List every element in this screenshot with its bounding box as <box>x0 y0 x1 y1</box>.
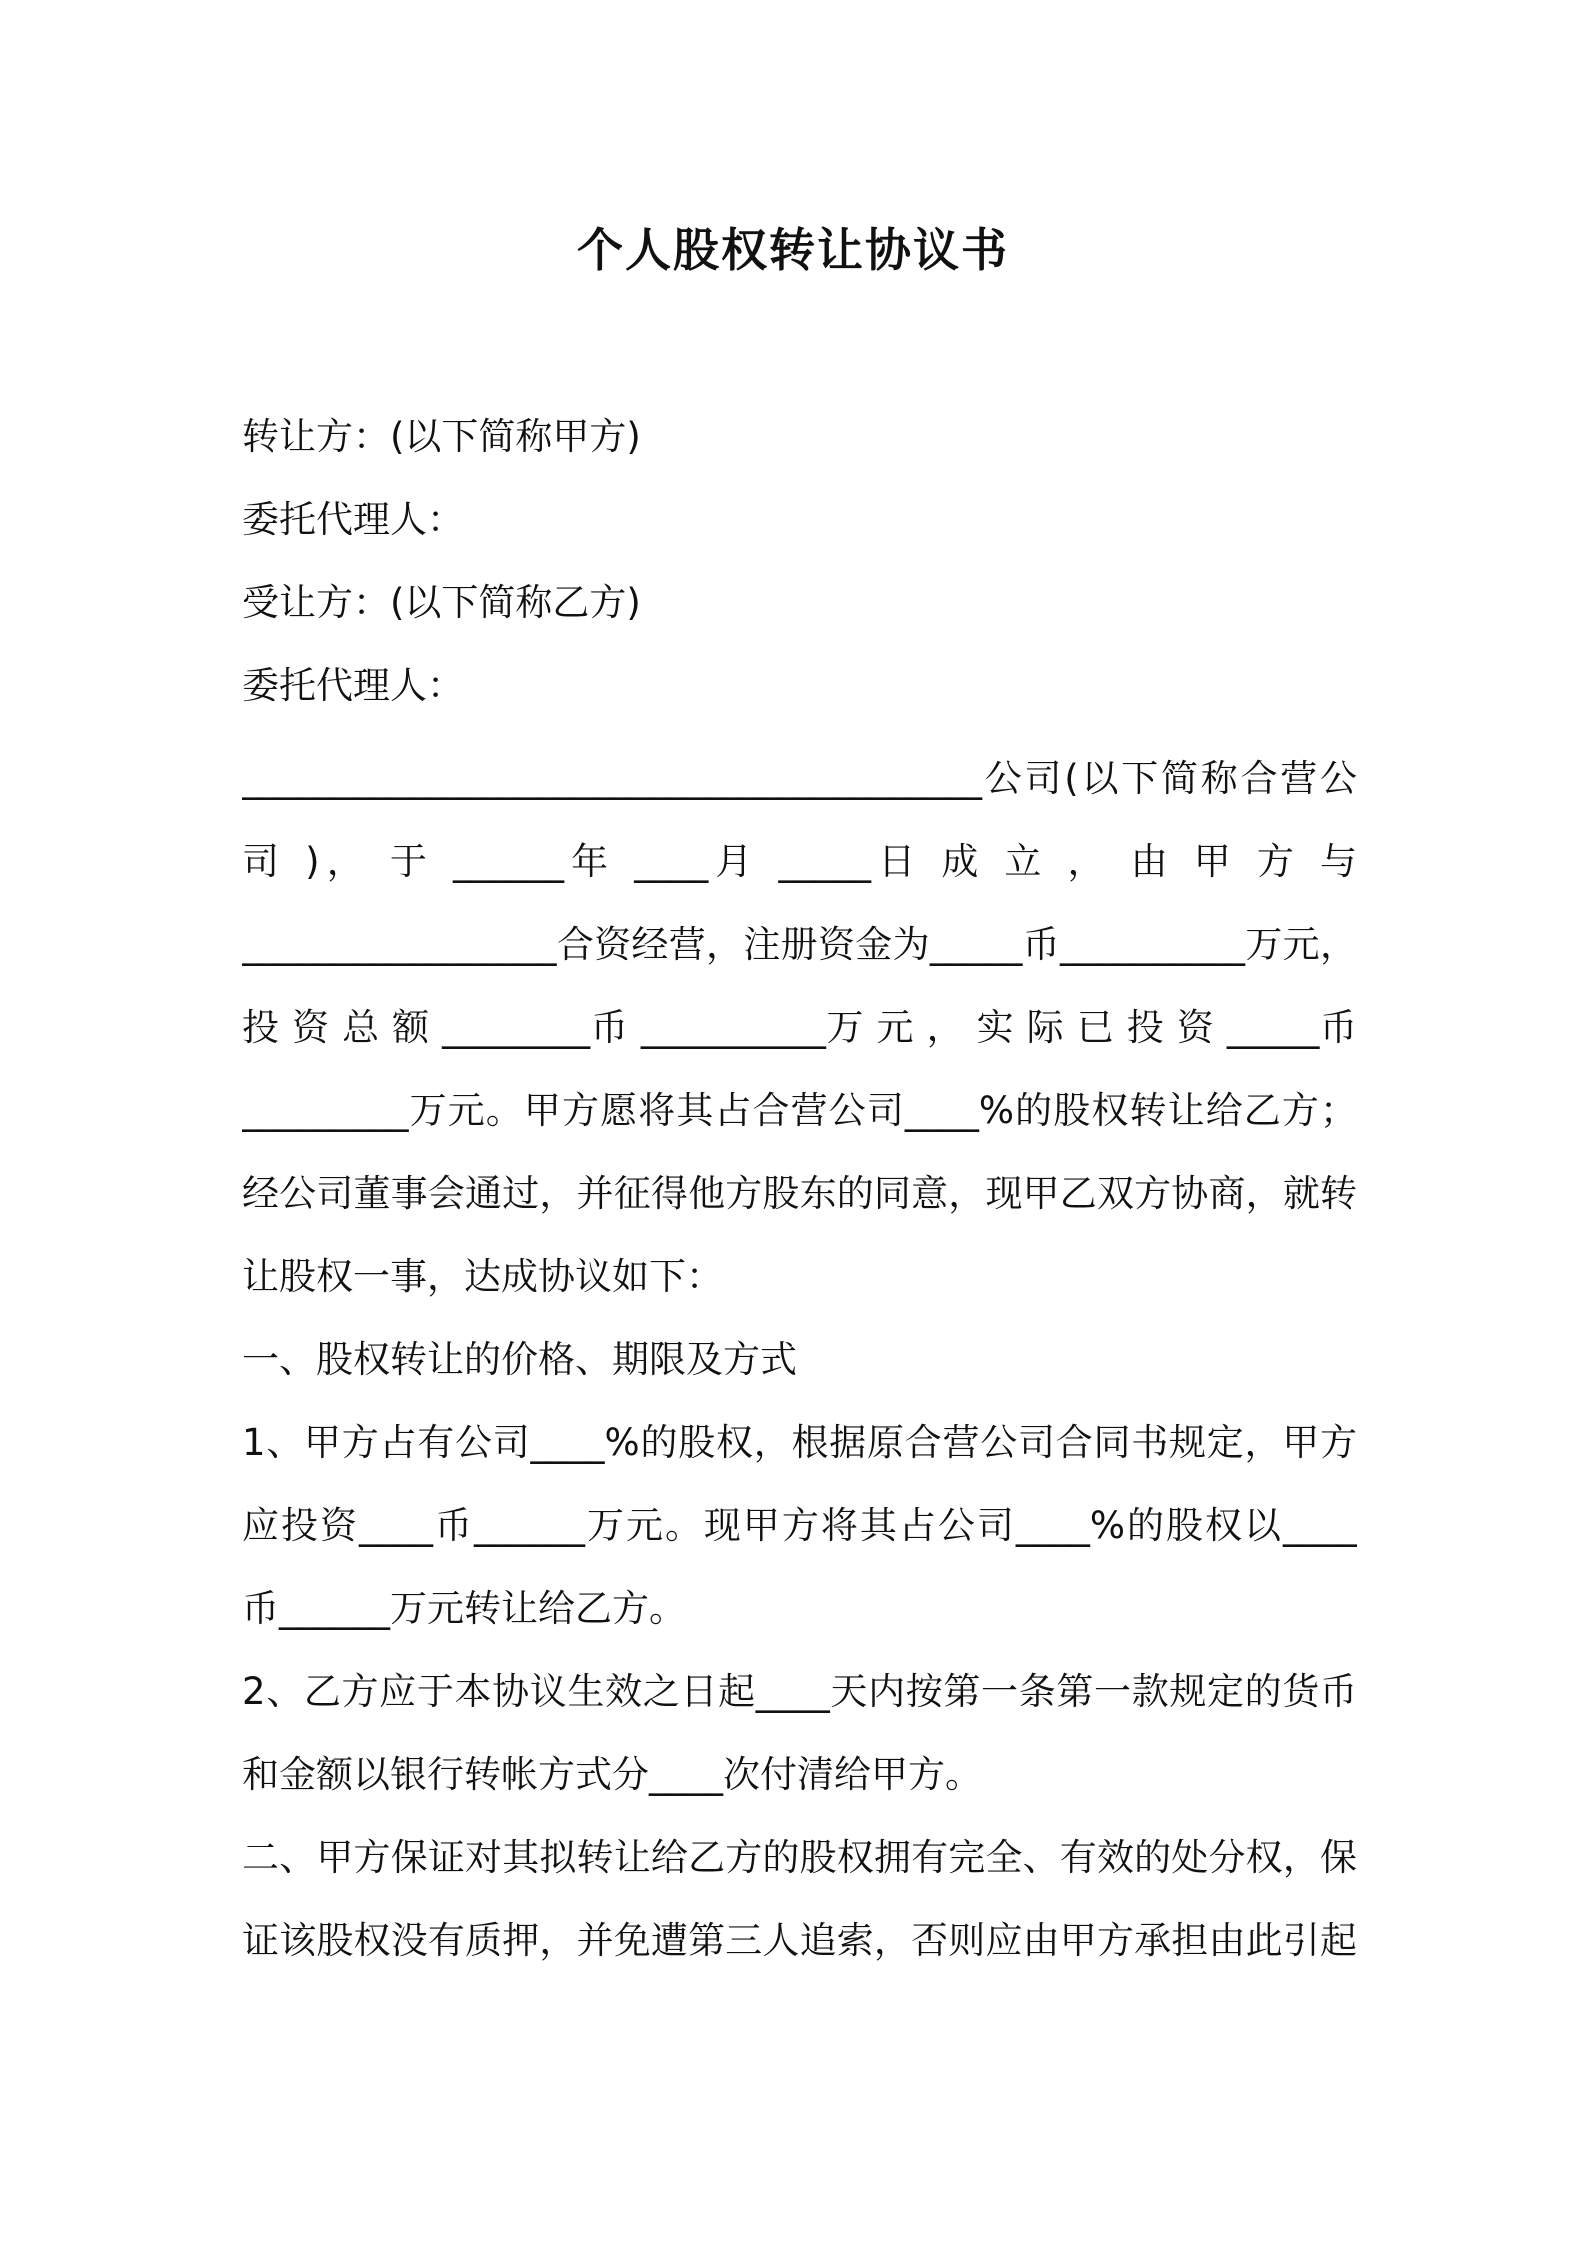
line-transferee-agent: 委托代理人： <box>242 664 464 707</box>
section-heading-1: 一、股权转让的价格、期限及方式 <box>242 1338 797 1381</box>
document-title: 个人股权转让协议书 <box>577 223 1009 277</box>
paragraph-line: _________________合资经营，注册资金为_____币__________万元， <box>242 923 1357 966</box>
line-transferee: 受让方：(以下简称乙方) <box>242 581 641 624</box>
paragraph-line: _________万元。甲方愿将其占合营公司____%的股权转让给乙方； <box>242 1089 1357 1132</box>
clause-line: 和金额以银行转帐方式分____次付清给甲方。 <box>242 1753 982 1796</box>
line-transferor-agent: 委托代理人： <box>242 498 464 541</box>
paragraph-line: 司 )， 于 ______年 ____月 _____日 成 立 ， 由 甲 方 与 <box>242 840 1357 883</box>
clause-line: 币______万元转让给乙方。 <box>242 1587 686 1630</box>
paragraph-line: 投 资 总 额 ________币 __________万 元 ， 实 际 已 投 资 _____币 <box>242 1006 1357 1049</box>
clause-line: 应投资____币______万元。现甲方将其占公司____%的股权以____ <box>242 1504 1357 1547</box>
section-heading-2: 二、甲方保证对其拟转让给乙方的股权拥有完全、有效的处分权，保 <box>242 1836 1357 1879</box>
line-transferor: 转让方：(以下简称甲方) <box>242 415 641 458</box>
clause-line: 证该股权没有质押，并免遭第三人追索，否则应由甲方承担由此引起 <box>242 1919 1357 1962</box>
clause-line: 2、乙方应于本协议生效之日起____天内按第一条第一款规定的货币 <box>242 1670 1357 1713</box>
paragraph-line: 让股权一事，达成协议如下： <box>242 1255 723 1298</box>
paragraph-line: ________________________________________公司(以下简称合营公 <box>242 757 1357 800</box>
clause-line: 1、甲方占有公司____%的股权，根据原合营公司合同书规定，甲方 <box>242 1421 1357 1464</box>
paragraph-line: 经公司董事会通过，并征得他方股东的同意，现甲乙双方协商，就转 <box>242 1172 1357 1215</box>
